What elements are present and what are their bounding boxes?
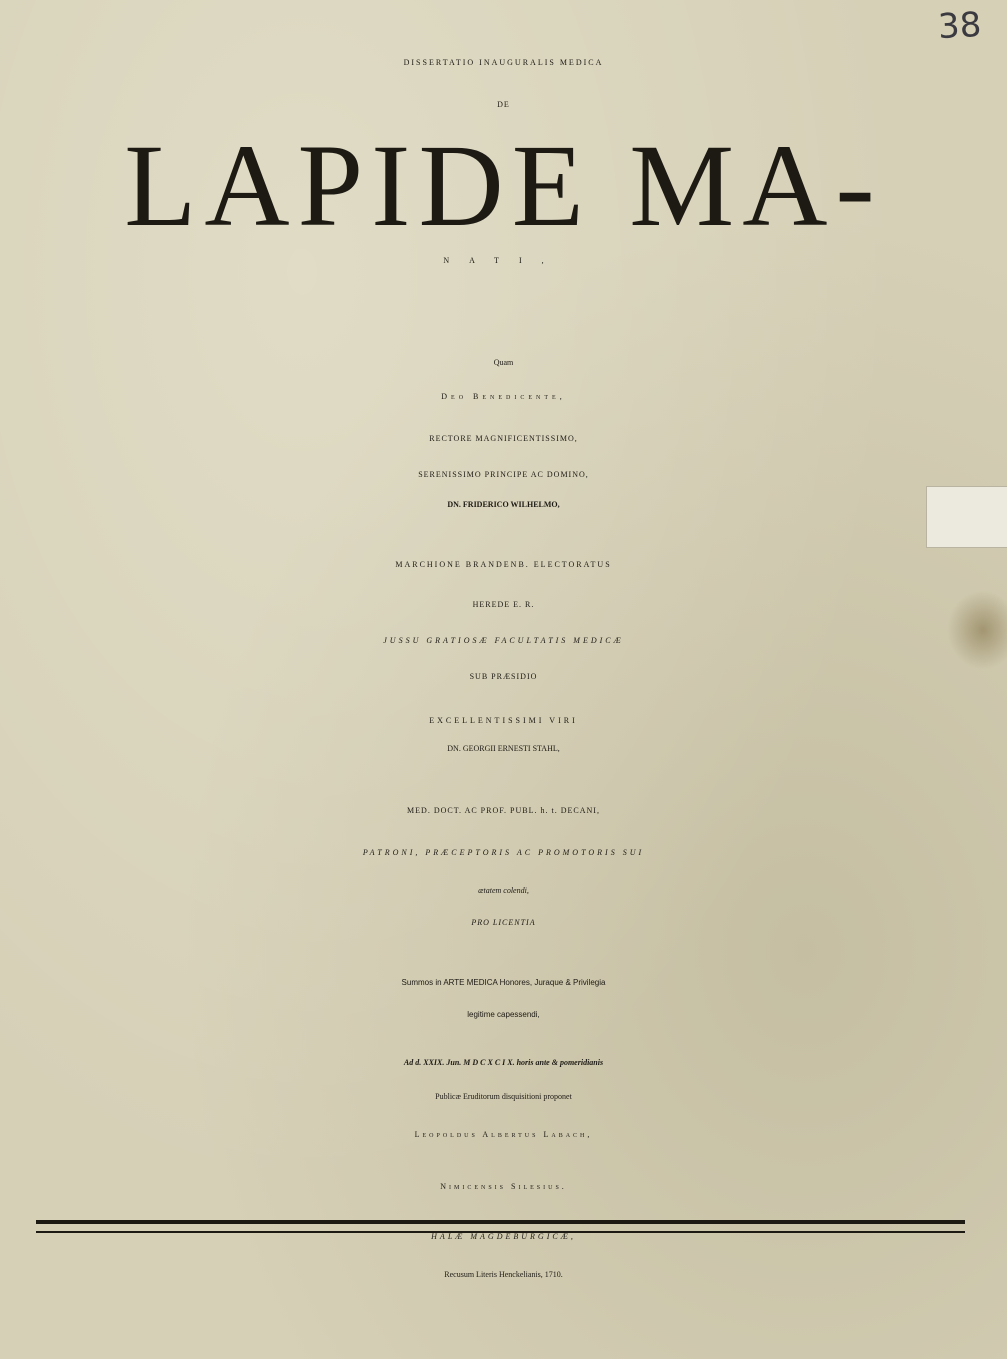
med-doct-line: MED. DOCT. AC PROF. PUBL. h. t. DECANI, <box>407 806 600 815</box>
excellentissimi-line: EXCELLENTISSIMI VIRI <box>429 716 578 725</box>
de-line: DE <box>497 100 510 109</box>
marchione-line: MARCHIONE BRANDENB. ELECTORATUS <box>395 560 612 569</box>
sub-praesidio-line: SUB PRÆSIDIO <box>469 672 538 681</box>
serenissimo-line: SERENISSIMO PRINCIPE AC DOMINO, <box>418 470 589 479</box>
patroni-line: PATRONI, PRÆCEPTORIS AC PROMOTORIS SUI <box>362 848 645 857</box>
folio-number: 38 <box>936 4 983 48</box>
georgii-stahl-line: DN. GEORGII ERNESTI STAHL, <box>447 744 560 753</box>
date-line: Ad d. XXIX. Jun. M D C X C I X. horis ante & pomeridianis <box>403 1058 604 1067</box>
jussu-line: JUSSU GRATIOSÆ FACULTATIS MEDICÆ <box>383 636 624 645</box>
legitime-line: legitime capessendi, <box>467 1010 540 1019</box>
paper-tab <box>926 486 1007 548</box>
quam-line: Quam <box>493 358 514 367</box>
author-origin: Nimicensis Silesius. <box>440 1182 567 1191</box>
imprint-place: HALÆ MAGDEBURGICÆ, <box>431 1232 576 1241</box>
dissertation-heading: DISSERTATIO INAUGURALIS MEDICA <box>403 58 604 67</box>
pro-licentia-line: PRO LICENTIA <box>471 918 536 927</box>
imprint-printer-year: Recusum Literis Henckelianis, 1710. <box>444 1270 563 1279</box>
friderico-wilhelmo-line: DN. FRIDERICO WILHELMO, <box>447 500 560 509</box>
herede-line: HEREDE E. R. <box>472 600 535 609</box>
publicae-line: Publicæ Eruditorum disquisitioni proponet <box>435 1092 572 1101</box>
deo-benedicente-line: Deo Benedicente, <box>441 392 566 401</box>
author-name: Leopoldus Albertus Labach, <box>414 1130 593 1139</box>
summos-line: Summos in ARTE MEDICA Honores, Juraque & Privilegia <box>401 978 606 987</box>
aetatem-line: ætatem colendi, <box>478 886 529 895</box>
rectore-line: RECTORE MAGNIFICENTISSIMO, <box>429 434 578 443</box>
main-title-part-1: LAPIDE MA- <box>124 120 883 251</box>
main-title-part-2: NATI, <box>443 256 564 265</box>
